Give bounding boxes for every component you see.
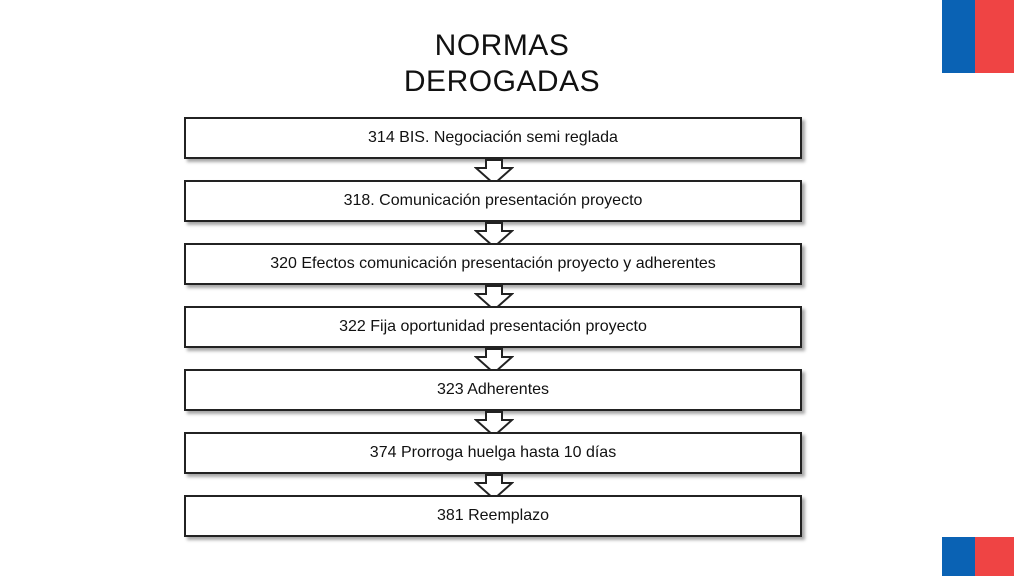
flow-step-box (184, 117, 802, 159)
flow-step-box (184, 180, 802, 222)
flow-step-label: 318. Comunicación presentación proyecto (343, 192, 643, 209)
title-line-1: NORMAS (434, 29, 570, 62)
flow-step-label: 323 Adherentes (436, 381, 550, 398)
flow-step-box (184, 495, 802, 537)
flow-step-box (184, 243, 802, 285)
flow-step-label: 320 Efectos comunicación presentación proyecto y adherentes (270, 255, 716, 272)
title-line-2: DEROGADAS (403, 65, 601, 98)
flow-step-box (184, 432, 802, 474)
flow-step-label: 381 Reemplazo (436, 507, 550, 524)
flow-step-label: 374 Prorroga huelga hasta 10 días (369, 444, 617, 461)
flow-step-label: 314 BIS. Negociación semi reglada (368, 129, 618, 146)
flow-step-box (184, 369, 802, 411)
flow-step-box (184, 306, 802, 348)
flow-step-label: 322 Fija oportunidad presentación proyecto (339, 318, 647, 335)
